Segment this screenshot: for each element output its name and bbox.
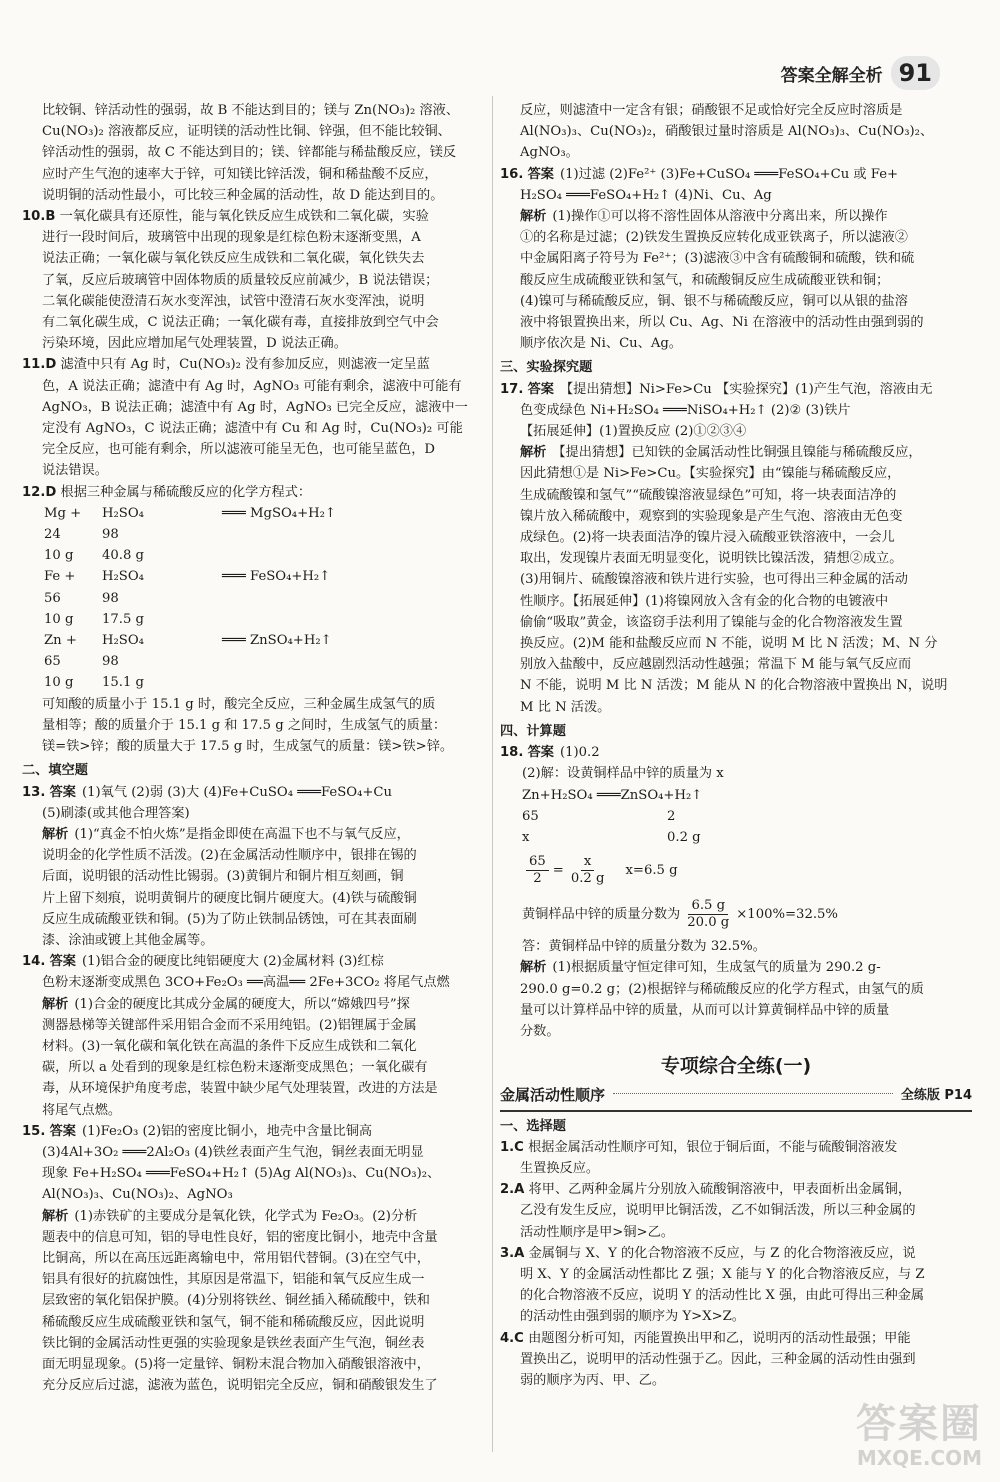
equation-cell bbox=[222, 651, 362, 672]
text-line bbox=[22, 248, 484, 269]
line-text: 金属铜与 X、Y 的化合物溶液不反应，与 Z 的化合物溶液反应，说 bbox=[528, 1245, 916, 1261]
line-text: 分数。 bbox=[520, 1023, 560, 1039]
line-text: 充分反应后过滤，滤液为蓝色，说明铝完全反应，铜和硝酸银发生了 bbox=[42, 1378, 438, 1394]
text-line bbox=[22, 121, 484, 142]
line-text: 偷偷“吸取”黄金，该盗窃手法利用了镍能与金的化合物溶液发生置 bbox=[520, 614, 903, 630]
equation-row bbox=[22, 588, 484, 609]
line-text: 完全反应，也可能有剩余，所以滤液可能呈无色，也可能呈蓝色，D bbox=[42, 442, 436, 458]
right-column bbox=[500, 100, 972, 1391]
text-line bbox=[22, 782, 484, 803]
page-header bbox=[781, 56, 940, 90]
line-text: 量可以计算样品中锌的质量，从而可以计算黄铜样品中锌的质量 bbox=[520, 1002, 890, 1018]
text-line bbox=[22, 1100, 484, 1121]
equation-cell bbox=[222, 609, 362, 630]
equation-cell bbox=[807, 785, 947, 806]
equation-cell: 10 g bbox=[44, 675, 74, 691]
text-line bbox=[500, 527, 972, 548]
text-line bbox=[22, 1206, 484, 1227]
line-text: (3)4Al+3O₂ ═══2Al₂O₃ (4)铁丝表面产生气泡，铜丝表面无明显 bbox=[42, 1144, 424, 1160]
section-heading: 二、填空题 bbox=[22, 763, 88, 779]
equation-cell bbox=[222, 545, 362, 566]
text-line bbox=[22, 1354, 484, 1375]
line-text: 可知酸的质量小于 15.1 g 时，酸完全反应，三种金属生成氢气的质 bbox=[42, 696, 436, 712]
equation-cell: 10 g bbox=[44, 548, 74, 564]
keyword-label: 答案 bbox=[527, 381, 554, 397]
equation-cell: 17.5 g bbox=[102, 611, 144, 627]
equation-row bbox=[22, 503, 484, 524]
text-line bbox=[22, 1227, 484, 1248]
equation-row bbox=[22, 566, 484, 587]
text-line bbox=[500, 1243, 972, 1264]
equation-cell: Mg + bbox=[44, 505, 82, 521]
left-column bbox=[22, 100, 484, 1396]
line-text: 由题图分析可知，丙能置换出甲和乙，说明丙的活动性最强；甲能 bbox=[528, 1330, 911, 1346]
line-text: 酸反应生成硫酸亚铁和氢气，和硫酸铜反应生成硫酸亚铁和铜； bbox=[520, 272, 890, 288]
text-line bbox=[500, 1306, 972, 1327]
text-line bbox=[500, 763, 972, 784]
text-line bbox=[22, 1057, 484, 1078]
section-heading: 四、计算题 bbox=[500, 723, 566, 739]
text-line bbox=[500, 697, 972, 718]
line-text: 面无明显现象。(5)将一定量锌、铜粉末混合物加入硝酸银溶液中， bbox=[42, 1356, 430, 1372]
equation-cell bbox=[222, 524, 362, 545]
text-line bbox=[22, 439, 484, 460]
line-text: 污染环境，因此应增加尾气处理装置，D 说法正确。 bbox=[42, 336, 347, 352]
text-line bbox=[22, 164, 484, 185]
line-text: (1)合金的硬度比其成分金属的硬度大，所以“嫦娥四号”探 bbox=[74, 996, 410, 1012]
text-line bbox=[500, 1021, 972, 1042]
text-line bbox=[22, 1290, 484, 1311]
line-text: 中金属阳离子符号为 Fe²⁺；(3)滤液③中含有硫酸铜和硫酸，铁和硫 bbox=[520, 251, 915, 267]
line-text: 二氧化碳能使澄清石灰水变浑浊，试管中澄清石灰水变浑浊，说明 bbox=[42, 293, 425, 309]
text-line bbox=[22, 951, 484, 972]
line-text: 的活动性由强到弱的顺序为 Y>X>Z。 bbox=[520, 1309, 745, 1325]
line-text: 活动性顺序是甲>铜>乙。 bbox=[520, 1224, 674, 1240]
result-text: x=6.5 g bbox=[625, 862, 678, 878]
equation-row bbox=[22, 651, 484, 672]
line-text: 成绿色。(2)将一块表面洁净的镍片浸入硫酸亚铁溶液中，一会儿 bbox=[520, 530, 895, 546]
question-number: 4.C bbox=[500, 1330, 524, 1346]
line-text: 【提出猜想】已知铁的金属活动性比铜强且镍能与稀硫酸反应， bbox=[552, 445, 922, 461]
line-text: 稀硫酸反应生成硫酸亚铁和氢气，铜不能和稀硫酸反应，因此说明 bbox=[42, 1314, 425, 1330]
equation-cell: 56 bbox=[44, 590, 61, 606]
line-text: 量相等；酸的质量介于 15.1 g 和 17.5 g 之间时，生成氢气的质量： bbox=[42, 717, 447, 733]
text-line bbox=[22, 930, 484, 951]
line-text: 碳，所以 a 处看到的现象是红棕色粉末逐渐变成黑色；一氧化碳有 bbox=[42, 1060, 428, 1076]
column-divider bbox=[492, 96, 493, 1452]
text-line bbox=[22, 1078, 484, 1099]
text-line bbox=[500, 1222, 972, 1243]
equation-row bbox=[22, 672, 484, 693]
line-text: (1)0.2 bbox=[559, 745, 600, 761]
text-line bbox=[22, 1036, 484, 1057]
topic-bar bbox=[500, 1085, 972, 1111]
equation-cell: Zn + bbox=[44, 633, 77, 649]
text-line bbox=[500, 185, 972, 206]
text-line bbox=[500, 1137, 972, 1158]
line-text: 色变成绿色 Ni+H₂SO₄ ═══NiSO₄+H₂↑ (2)② (3)铁片 bbox=[520, 402, 851, 418]
text-line bbox=[500, 206, 972, 227]
line-text: 比较铜、锌活动性的强弱，故 B 不能达到目的；镁与 Zn(NO₃)₂ 溶液、 bbox=[42, 103, 460, 118]
line-text: 铝具有很好的抗腐蚀性，其原因是常温下，铝能和氧气反应生成一 bbox=[42, 1272, 425, 1288]
equation-cell: ═══ MgSO₄+H₂↑ bbox=[222, 505, 336, 521]
line-text: AgNO₃，B 说法正确；滤渣中有 Ag 时，AgNO₃ 已完全反应，滤液中一 bbox=[42, 399, 468, 415]
equation-row bbox=[500, 785, 972, 806]
keyword-label: 解析 bbox=[42, 1208, 69, 1224]
text-line bbox=[500, 1158, 972, 1179]
text-line bbox=[22, 185, 484, 206]
line-text: 一氧化碳具有还原性，能与氧化铁反应生成铁和二氧化碳，实验 bbox=[59, 209, 429, 225]
question-number: 12.D bbox=[22, 484, 57, 500]
line-text: 反应生成硫酸亚铁和铜。(5)为了防止铁制品锈蚀，可在其表面刷 bbox=[42, 911, 417, 927]
line-text: 【拓展延伸】(1)置换反应 (2)①②③④ bbox=[520, 424, 747, 440]
line-text: N 不能，说明 M 比 N 活泼；M 能从 N 的化合物溶液中置换出 N，说明 bbox=[520, 678, 948, 694]
line-text: 根据金属活动性顺序可知，银位于铜后面，不能与硫酸铜溶液发 bbox=[528, 1139, 898, 1155]
text-line bbox=[500, 312, 972, 333]
text-line bbox=[500, 379, 972, 400]
keyword-label: 解析 bbox=[520, 209, 547, 225]
text-line bbox=[22, 909, 484, 930]
text-line bbox=[500, 1370, 972, 1391]
line-text: 说明金的化学性质不活泼。(2)在金属活动性顺序中，银排在锡的 bbox=[42, 848, 417, 864]
watermark-logo: 答案圈 MXQE.COM bbox=[856, 1401, 982, 1470]
line-text: 置换出乙，说明甲的活动性强于乙。因此，三种金属的活动性由强到 bbox=[520, 1351, 916, 1367]
text-line bbox=[22, 482, 484, 503]
text-line bbox=[22, 715, 484, 736]
line-text: (1)根据质量守恒定律可知，生成氢气的质量为 290.2 g- bbox=[552, 960, 881, 976]
subsection-heading: 一、选择题 bbox=[500, 1118, 566, 1134]
line-text: 弱的顺序为丙、甲、乙。 bbox=[520, 1372, 666, 1388]
line-text: AgNO₃。 bbox=[520, 145, 579, 161]
equation-row bbox=[22, 545, 484, 566]
page-number: 91 bbox=[891, 56, 940, 90]
text-line bbox=[500, 612, 972, 633]
keyword-label: 答案 bbox=[49, 954, 76, 970]
text-line bbox=[22, 291, 484, 312]
text-line bbox=[22, 100, 484, 121]
equation-cell: 98 bbox=[102, 527, 119, 543]
keyword-label: 解析 bbox=[42, 826, 69, 842]
line-text: (2)解：设黄铜样品中锌的质量为 x bbox=[522, 766, 724, 782]
equation-cell: 15.1 g bbox=[102, 675, 144, 691]
text-line bbox=[22, 460, 484, 481]
text-line bbox=[22, 1333, 484, 1354]
equation-cell bbox=[222, 588, 362, 609]
line-text: 铁比铜的金属活动性更强的实验现象是铁丝表面产生气泡，铜丝表 bbox=[42, 1335, 425, 1351]
line-text: 片上留下刻痕，说明黄铜片的硬度比铜片硬度大。(4)铁与硫酸铜 bbox=[42, 890, 417, 906]
text-line bbox=[500, 291, 972, 312]
line-text: 答：黄铜样品中锌的质量分数为 32.5%。 bbox=[522, 939, 766, 955]
text-line bbox=[22, 354, 484, 375]
equation-row bbox=[500, 806, 972, 827]
line-text: 进行一段时间后，玻璃管中出现的现象是红棕色粉末逐渐变黑，A bbox=[42, 230, 421, 246]
line-text: 滤渣中只有 Ag 时，Cu(NO₃)₂ 没有参加反应，则滤液一定呈蓝 bbox=[60, 357, 430, 373]
equation-cell: H₂SO₄ bbox=[102, 633, 144, 649]
line-text: ①的名称是过滤；(2)铁发生置换反应转化成亚铁离子，所以滤液② bbox=[520, 230, 908, 246]
keyword-label: 解析 bbox=[42, 996, 69, 1012]
line-text: 镍片放入稀硫酸中，观察到的实验现象是产生气泡、溶液由无色变 bbox=[520, 508, 903, 524]
question-number: 16. bbox=[500, 166, 524, 182]
text-line bbox=[500, 270, 972, 291]
line-text: 镁=铁>锌；酸的质量大于 17.5 g 时，生成氢气的质量：镁>铁>锌。 bbox=[42, 739, 454, 755]
line-text: 明 X、Y 的金属活动性都比 Z 强；X 能与 Y 的化合物溶液反应，与 Z bbox=[520, 1266, 925, 1282]
line-text: 说明铜的活动性最小，可比较三种金属的活动性，故 D 能达到目的。 bbox=[42, 187, 444, 203]
text-line bbox=[500, 1000, 972, 1021]
line-text: 乙没有发生反应，说明甲比铜活泼，乙不如铜活泼，所以三种金属的 bbox=[520, 1203, 916, 1219]
text-line bbox=[500, 654, 972, 675]
equation-cell: 24 bbox=[44, 527, 61, 543]
section-heading: 三、实验探究题 bbox=[500, 360, 593, 376]
line-text: (1)Fe₂O₃ (2)铝的密度比铜小，地壳中含量比铜高 bbox=[81, 1123, 373, 1139]
text-line bbox=[500, 100, 972, 121]
equation-row bbox=[22, 630, 484, 651]
line-text: Al(NO₃)₃、Cu(NO₃)₂，硝酸银过量时溶质是 Al(NO₃)₃、Cu(NO₃)₂、 bbox=[520, 124, 934, 140]
text-line bbox=[22, 142, 484, 163]
line-text: 因此猜想①是 Ni>Fe>Cu。【实验探究】由“镍能与稀硫酸反应， bbox=[520, 466, 901, 482]
question-number: 1.C bbox=[500, 1139, 524, 1155]
line-text: (4)镍可与稀硫酸反应，铜、银不与稀硫酸反应，铜可以从银的盐溶 bbox=[520, 293, 908, 309]
question-number: 2.A bbox=[500, 1182, 525, 1198]
equation-cell: 10 g bbox=[44, 611, 74, 627]
question-number: 13. bbox=[22, 784, 46, 800]
text-line bbox=[500, 164, 972, 185]
special-section-title: 专项综合全练(一) bbox=[660, 1055, 812, 1078]
line-text: 290.0 g=0.2 g；(2)根据锌与稀硫酸反应的化学方程式，由氢气的质 bbox=[520, 981, 924, 997]
line-text: 将尾气点燃。 bbox=[42, 1102, 122, 1118]
line-text: M 比 N 活泼。 bbox=[520, 699, 611, 715]
text-line bbox=[500, 333, 972, 354]
equation-row bbox=[22, 609, 484, 630]
question-number: 17. bbox=[500, 381, 524, 397]
line-text: 测器悬梯等关键部件采用铝合金而不采用纯铝。(2)铝锂属于金属 bbox=[42, 1017, 417, 1033]
text-line bbox=[22, 418, 484, 439]
equation-cell: Zn+H₂SO₄ ═══ZnSO₄+H₂↑ bbox=[522, 787, 703, 803]
text-line bbox=[500, 1179, 972, 1200]
text-line bbox=[500, 485, 972, 506]
text-line bbox=[500, 421, 972, 442]
keyword-label: 答案 bbox=[49, 1123, 76, 1139]
fraction-right: $\frac{x}{0.2 g}$ bbox=[570, 853, 605, 886]
text-line bbox=[500, 957, 972, 978]
equation-cell: 65 bbox=[522, 808, 539, 824]
text-line bbox=[500, 979, 972, 1000]
equation-cell bbox=[667, 785, 807, 806]
text-line bbox=[500, 121, 972, 142]
text-line bbox=[22, 694, 484, 715]
equation-row bbox=[500, 827, 972, 848]
line-text: (1)“真金不怕火炼”是指金即使在高温下也不与氧气反应， bbox=[74, 826, 410, 842]
keyword-label: 解析 bbox=[520, 445, 547, 461]
equation-cell: H₂SO₄ bbox=[102, 569, 144, 585]
equation-cell: 0.2 g bbox=[667, 829, 701, 845]
text-line bbox=[500, 463, 972, 484]
reaction-equations bbox=[22, 503, 484, 694]
line-text: 应时产生气泡的速率大于锌，可知镁比锌活泼，铜和稀盐酸不反应， bbox=[42, 166, 438, 182]
question-number: 18. bbox=[500, 745, 524, 761]
text-line bbox=[500, 1285, 972, 1306]
line-text: 说法错误。 bbox=[42, 463, 108, 479]
line-text: 色，A 说法正确；滤渣中有 Ag 时，AgNO₃ 可能有剩余，滤液中可能有 bbox=[42, 378, 462, 394]
line-text: 材料。(3)一氧化碳和氧化铁在高温的条件下反应生成铁和二氧化 bbox=[42, 1038, 417, 1054]
line-text: 题表中的信息可知，铝的导电性良好，铝的密度比铜小，地壳中含量 bbox=[42, 1229, 438, 1245]
keyword-label: 答案 bbox=[527, 745, 554, 761]
text-line bbox=[500, 400, 972, 421]
line-text: (1)氧气 (2)弱 (3)大 (4)Fe+CuSO₄ ═══FeSO₄+Cu bbox=[81, 784, 393, 800]
text-line bbox=[22, 206, 484, 227]
line-text: 将甲、乙两种金属片分别放入硫酸铜溶液中，甲表面析出金属铜， bbox=[528, 1182, 912, 1198]
text-line bbox=[22, 1269, 484, 1290]
line-text: 现象 Fe+H₂SO₄ ═══FeSO₄+H₂↑ (5)Ag Al(NO₃)₃、Cu(NO₃)₂、 bbox=[42, 1166, 441, 1182]
line-text: (1)操作①可以将不溶性固体从溶液中分离出来，所以操作 bbox=[552, 209, 888, 225]
equation-cell: 2 bbox=[667, 808, 676, 824]
text-line bbox=[500, 1349, 972, 1370]
line-text: Al(NO₃)₃、Cu(NO₃)₂、AgNO₃ bbox=[42, 1187, 233, 1203]
text-line bbox=[500, 633, 972, 654]
fraction-left: $\frac{65}{2}$ bbox=[526, 854, 549, 887]
line-text: 比铜高，所以在高压远距离输电中，常用铝代替铜。(3)在空气中， bbox=[42, 1250, 430, 1266]
text-line bbox=[22, 1248, 484, 1269]
text-line bbox=[500, 248, 972, 269]
line-text: 液中将银置换出来，所以 Cu、Ag、Ni 在溶液中的活动性由强到弱的 bbox=[520, 315, 924, 331]
text-line bbox=[22, 1312, 484, 1333]
question-number: 11.D bbox=[22, 357, 57, 373]
equation-cell: ═══ FeSO₄+H₂↑ bbox=[222, 569, 331, 585]
line-text: 换反应。(2)M 能和盐酸反应而 N 不能，说明 M 比 N 活泼；M、N 分 bbox=[520, 636, 938, 652]
line-text: 毒，从环境保护角度考虑，装置中缺少尾气处理装置，改进的方法是 bbox=[42, 1081, 438, 1097]
line-text: 的化合物溶液不反应，说明 Y 的活动性比 X 强，由此可得出三种金属 bbox=[520, 1288, 925, 1304]
text-line bbox=[500, 675, 972, 696]
equation-cell: H₂SO₄ bbox=[102, 505, 144, 521]
text-line bbox=[500, 442, 972, 463]
line-text: H₂SO₄ ═══FeSO₄+H₂↑ (4)Ni、Cu、Ag bbox=[520, 187, 772, 203]
text-line bbox=[22, 1375, 484, 1396]
text-line bbox=[22, 1121, 484, 1142]
question-number: 3.A bbox=[500, 1245, 525, 1261]
text-line bbox=[22, 1142, 484, 1163]
line-text: 顺序依次是 Ni、Cu、Ag。 bbox=[520, 336, 682, 352]
line-text: (5)刷漆(或其他合理答案) bbox=[42, 805, 190, 821]
text-line bbox=[500, 936, 972, 957]
text-line bbox=[500, 742, 972, 763]
line-text: 反应，则滤渣中一定含有银；硝酸银不足或恰好完全反应时溶质是 bbox=[520, 103, 903, 118]
line-text: (1)赤铁矿的主要成分是氧化铁，化学式为 Fe₂O₃。(2)分析 bbox=[74, 1208, 418, 1224]
line-text: 漆、涂油或镀上其他金属等。 bbox=[42, 932, 214, 948]
keyword-label: 答案 bbox=[527, 166, 554, 182]
line-text: 了氧，反应后玻璃管中固体物质的质量较反应前减少，B 说法错误； bbox=[42, 272, 439, 288]
text-line bbox=[22, 333, 484, 354]
text-line bbox=[22, 972, 484, 993]
text-line bbox=[22, 888, 484, 909]
text-line bbox=[22, 270, 484, 291]
text-line bbox=[22, 736, 484, 757]
equation-cell: Fe + bbox=[44, 569, 76, 585]
text-line bbox=[22, 994, 484, 1015]
text-line bbox=[22, 845, 484, 866]
topic-title: 金属活动性顺序 bbox=[500, 1086, 606, 1105]
text-line bbox=[500, 142, 972, 163]
calculation-equation bbox=[500, 785, 972, 849]
question-number: 14. bbox=[22, 954, 46, 970]
equation-cell: 40.8 g bbox=[102, 548, 144, 564]
text-line bbox=[22, 803, 484, 824]
text-line bbox=[500, 1264, 972, 1285]
mass-fraction-equation: 黄铜样品中锌的质量分数为 $\frac{6.5 g}{20.0 g}$ ×100%=32.5% bbox=[522, 897, 838, 930]
question-number: 15. bbox=[22, 1123, 46, 1139]
line-text: 根据三种金属与稀硫酸反应的化学方程式： bbox=[60, 484, 312, 500]
text-line bbox=[500, 506, 972, 527]
equation-cell bbox=[807, 827, 947, 848]
line-text: 别放入盐酸中，反应越剧烈活动性越强；常温下 M 能与氧气反应而 bbox=[520, 657, 912, 673]
equation-cell: 98 bbox=[102, 590, 119, 606]
line-text: (1)过滤 (2)Fe²⁺ (3)Fe+CuSO₄ ═══FeSO₄+Cu 或 Fe+ bbox=[559, 166, 899, 182]
line-text: 生成硫酸镍和氢气”“硫酸镍溶液显绿色”可知，将一块表面洁净的 bbox=[520, 487, 897, 503]
text-line bbox=[500, 227, 972, 248]
line-text: 有二氧化碳生成，C 说法正确；一氧化碳有毒，直接排放到空气中会 bbox=[42, 315, 439, 331]
line-text: 说法正确；一氧化碳与氧化铁反应生成铁和二氧化碳，氧化铁失去 bbox=[42, 251, 425, 267]
text-line bbox=[500, 569, 972, 590]
equation-cell bbox=[807, 806, 947, 827]
text-line bbox=[22, 824, 484, 845]
line-text: 定没有 AgNO₃，C 说法正确；滤渣中有 Cu 和 Ag 时，Cu(NO₃)₂ 可能 bbox=[42, 421, 463, 437]
text-line bbox=[22, 397, 484, 418]
text-line bbox=[22, 376, 484, 397]
equation-row bbox=[22, 524, 484, 545]
line-text: 层致密的氧化铝保护膜。(4)分别将铁丝、铜丝插入稀硫酸中，铁和 bbox=[42, 1293, 430, 1309]
line-text: Cu(NO₃)₂ 溶液都反应，证明镁的活动性比铜、锌强，但不能比较铜、 bbox=[42, 124, 451, 140]
mass-fraction: $\frac{6.5 g}{20.0 g}$ bbox=[687, 897, 730, 930]
text-line bbox=[22, 1163, 484, 1184]
line-text: 生置换反应。 bbox=[520, 1160, 600, 1176]
text-line bbox=[22, 1015, 484, 1036]
text-line bbox=[500, 1328, 972, 1349]
text-line bbox=[22, 1184, 484, 1205]
question-number: 10.B bbox=[22, 209, 56, 225]
text-line bbox=[500, 1200, 972, 1221]
proportion-equation: $\frac{65}{2}$ = $\frac{x}{0.2 g}$ x=6.5 g bbox=[500, 848, 972, 892]
keyword-label: 解析 bbox=[520, 960, 547, 976]
text-line bbox=[500, 591, 972, 612]
equation-cell: x bbox=[522, 829, 530, 845]
line-text: (1)铝合金的硬度比纯铝硬度大 (2)金属材料 (3)红棕 bbox=[81, 954, 384, 970]
line-text: 取出，发现镍片表面无明显变化，说明铁比镍活泼，猜想②成立。 bbox=[520, 551, 903, 567]
equation-cell: 65 bbox=[44, 654, 61, 670]
line-text: 性顺序。【拓展延伸】(1)将镍网放入含有金的化合物的电镀液中 bbox=[520, 593, 889, 609]
line-text: (3)用铜片、硫酸镍溶液和铁片进行实验，也可得出三种金属的活动 bbox=[520, 572, 908, 588]
header-title: 答案全解全析 bbox=[780, 65, 883, 86]
equation-cell: ═══ ZnSO₄+H₂↑ bbox=[222, 633, 332, 649]
topic-reference: 全练版 P14 bbox=[900, 1088, 972, 1104]
text-line bbox=[22, 227, 484, 248]
equation-cell bbox=[222, 672, 362, 693]
text-line bbox=[22, 866, 484, 887]
line-text: 锌活动性的强弱，故 C 不能达到目的；镁、锌都能与稀盐酸反应，镁反 bbox=[42, 145, 457, 161]
keyword-label: 答案 bbox=[49, 784, 76, 800]
line-text: 后面，说明银的活动性比锡弱。(3)黄铜片和铜片相互刻画，铜 bbox=[42, 869, 404, 885]
text-line bbox=[22, 312, 484, 333]
line-text: 色粉末逐渐变成黑色 3CO+Fe₂O₃ ══高温══ 2Fe+3CO₂ 将尾气点燃 bbox=[42, 975, 450, 991]
text-line bbox=[500, 548, 972, 569]
equation-cell: 98 bbox=[102, 654, 119, 670]
line-text: 【提出猜想】Ni>Fe>Cu 【实验探究】(1)产生气泡，溶液由无 bbox=[559, 381, 933, 397]
